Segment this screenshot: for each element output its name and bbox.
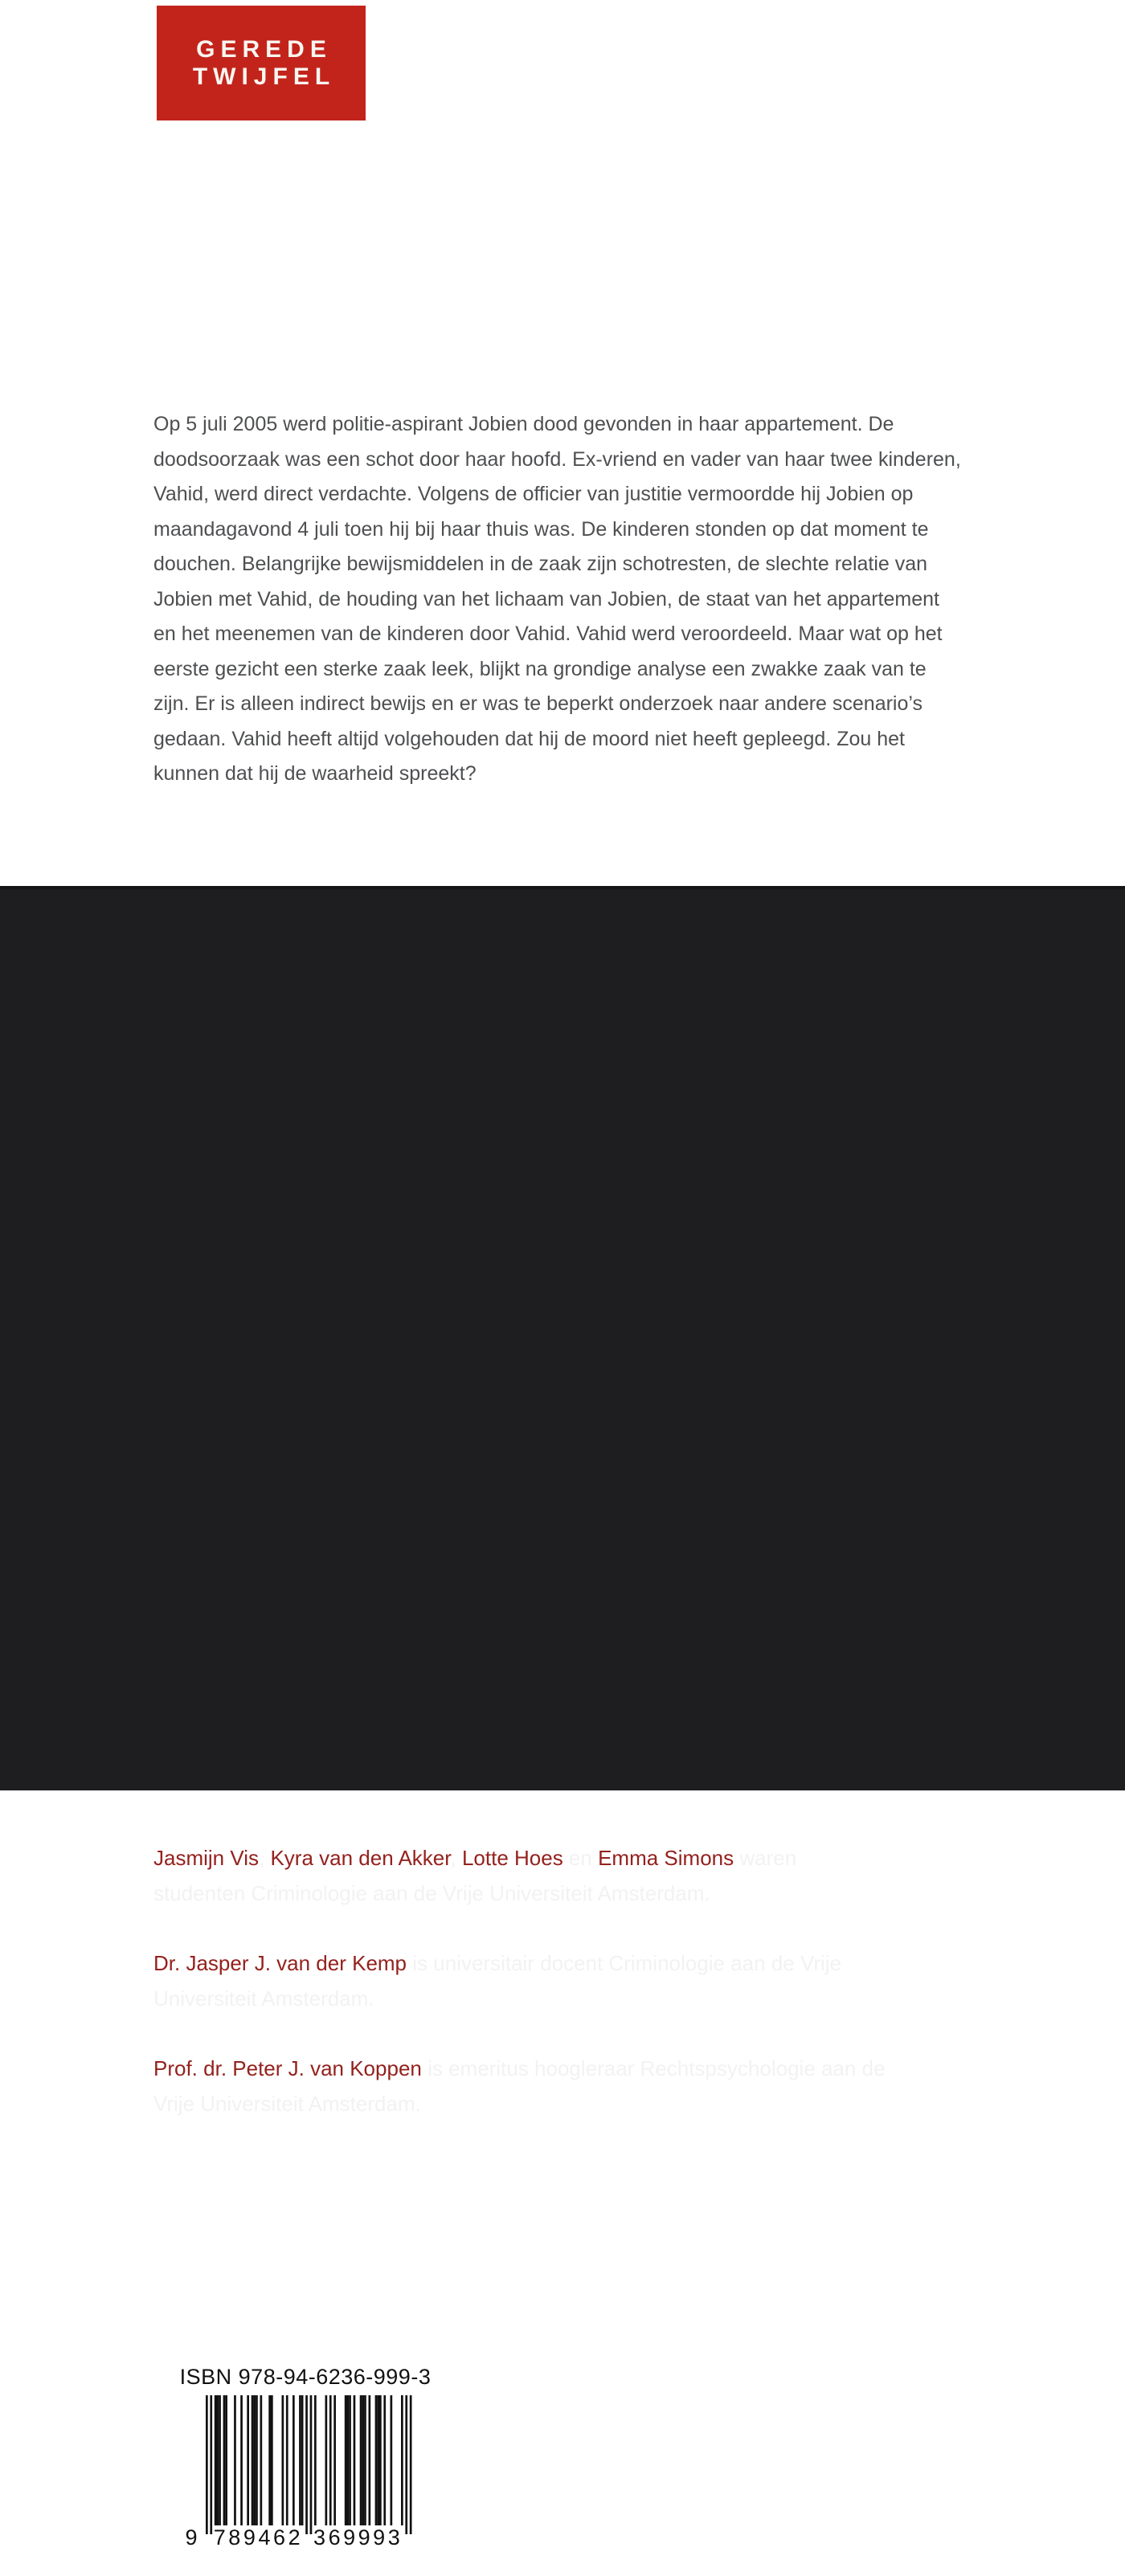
barcode-digit: 9 [358, 2525, 370, 2549]
credit-paragraph [153, 2051, 893, 2121]
barcode-digit: 4 [258, 2525, 271, 2549]
barcode-digit: 9 [373, 2525, 386, 2549]
author-name: Emma Simons [598, 1846, 734, 1870]
credit-text: en [562, 1846, 599, 1870]
credit-text: , [259, 1846, 271, 1870]
author-name: Prof. dr. Peter J. van Koppen [153, 2056, 422, 2080]
author-name: Jasmijn Vis [153, 1846, 260, 1870]
credit-text: waren studenten Criminologie aan de Vrije Universiteit Amsterdam. [153, 1846, 797, 1905]
barcode-digit: 8 [228, 2525, 241, 2549]
credits-section [0, 886, 1125, 2549]
ean13-barcode [169, 2395, 442, 2548]
barcode-digit: 7 [213, 2525, 226, 2549]
barcode-digit: 6 [272, 2525, 286, 2549]
barcode-digit: 2 [288, 2525, 301, 2549]
barcode-digit: 9 [343, 2525, 356, 2549]
author-name: Dr. Jasper J. van der Kemp [153, 1951, 407, 1975]
barcode-digit: 9 [185, 2525, 198, 2549]
author-name: Kyra van den Akker [270, 1846, 451, 1870]
credit-text: , [450, 1846, 462, 1870]
series-logo-line1: GEREDE [196, 35, 332, 63]
credit-text: is universitair docent Criminologie aan de Vrije Universiteit Amsterdam. [153, 1951, 841, 2011]
series-logo [157, 6, 366, 120]
synopsis-text: Op 5 juli 2005 werd politie-aspirant Jobien dood gevonden in haar appartement. De doodsoorzaak was een schot door haar hoofd. Ex-vriend en vader van haar twee kinderen, Vahid, werd direct verdachte. Volgens de officier van justitie vermoordde hij Jobien op maandagavond 4 juli toen hij bij haar thuis was. De kinderen stonden op dat moment te douchen. Belangrijke bewijsmiddelen in de zaak zijn schotresten, de slechte relatie van Jobien met Vahid, de houding van het lichaam van Jobien, de staat van het appartement en het meenemen van de kinderen door Vahid. Vahid werd veroordeeld. Maar wat op het eerste gezicht een sterke zaak leek, blijkt na grondige analyse een zwakke zaak van te zijn. Er is alleen indirect bewijs en er was te beperkt onderzoek naar andere scenario’s gedaan. Vahid heeft altijd volgehouden dat hij de moord niet heeft gepleegd. Zou het kunnen dat hij de waarheid spreekt? [153, 413, 961, 785]
isbn-label: ISBN 978-94-6236-999-3 [179, 2365, 432, 2389]
author-name: Lotte Hoes [461, 1846, 563, 1870]
barcode-digit: 9 [243, 2525, 256, 2549]
author-credits [153, 1840, 893, 2121]
barcode-digit: 3 [313, 2525, 326, 2549]
barcode-digit: 3 [387, 2525, 400, 2549]
barcode-digit: 6 [328, 2525, 341, 2549]
credit-paragraph [153, 1945, 893, 2016]
credit-text: is emeritus hoogleraar Rechtspsychologie aan de Vrije Universiteit Amsterdam. [153, 2056, 886, 2116]
credit-paragraph [153, 1840, 893, 1911]
series-logo-line2: TWIJFEL [192, 63, 336, 90]
isbn-barcode-box [153, 2338, 458, 2576]
